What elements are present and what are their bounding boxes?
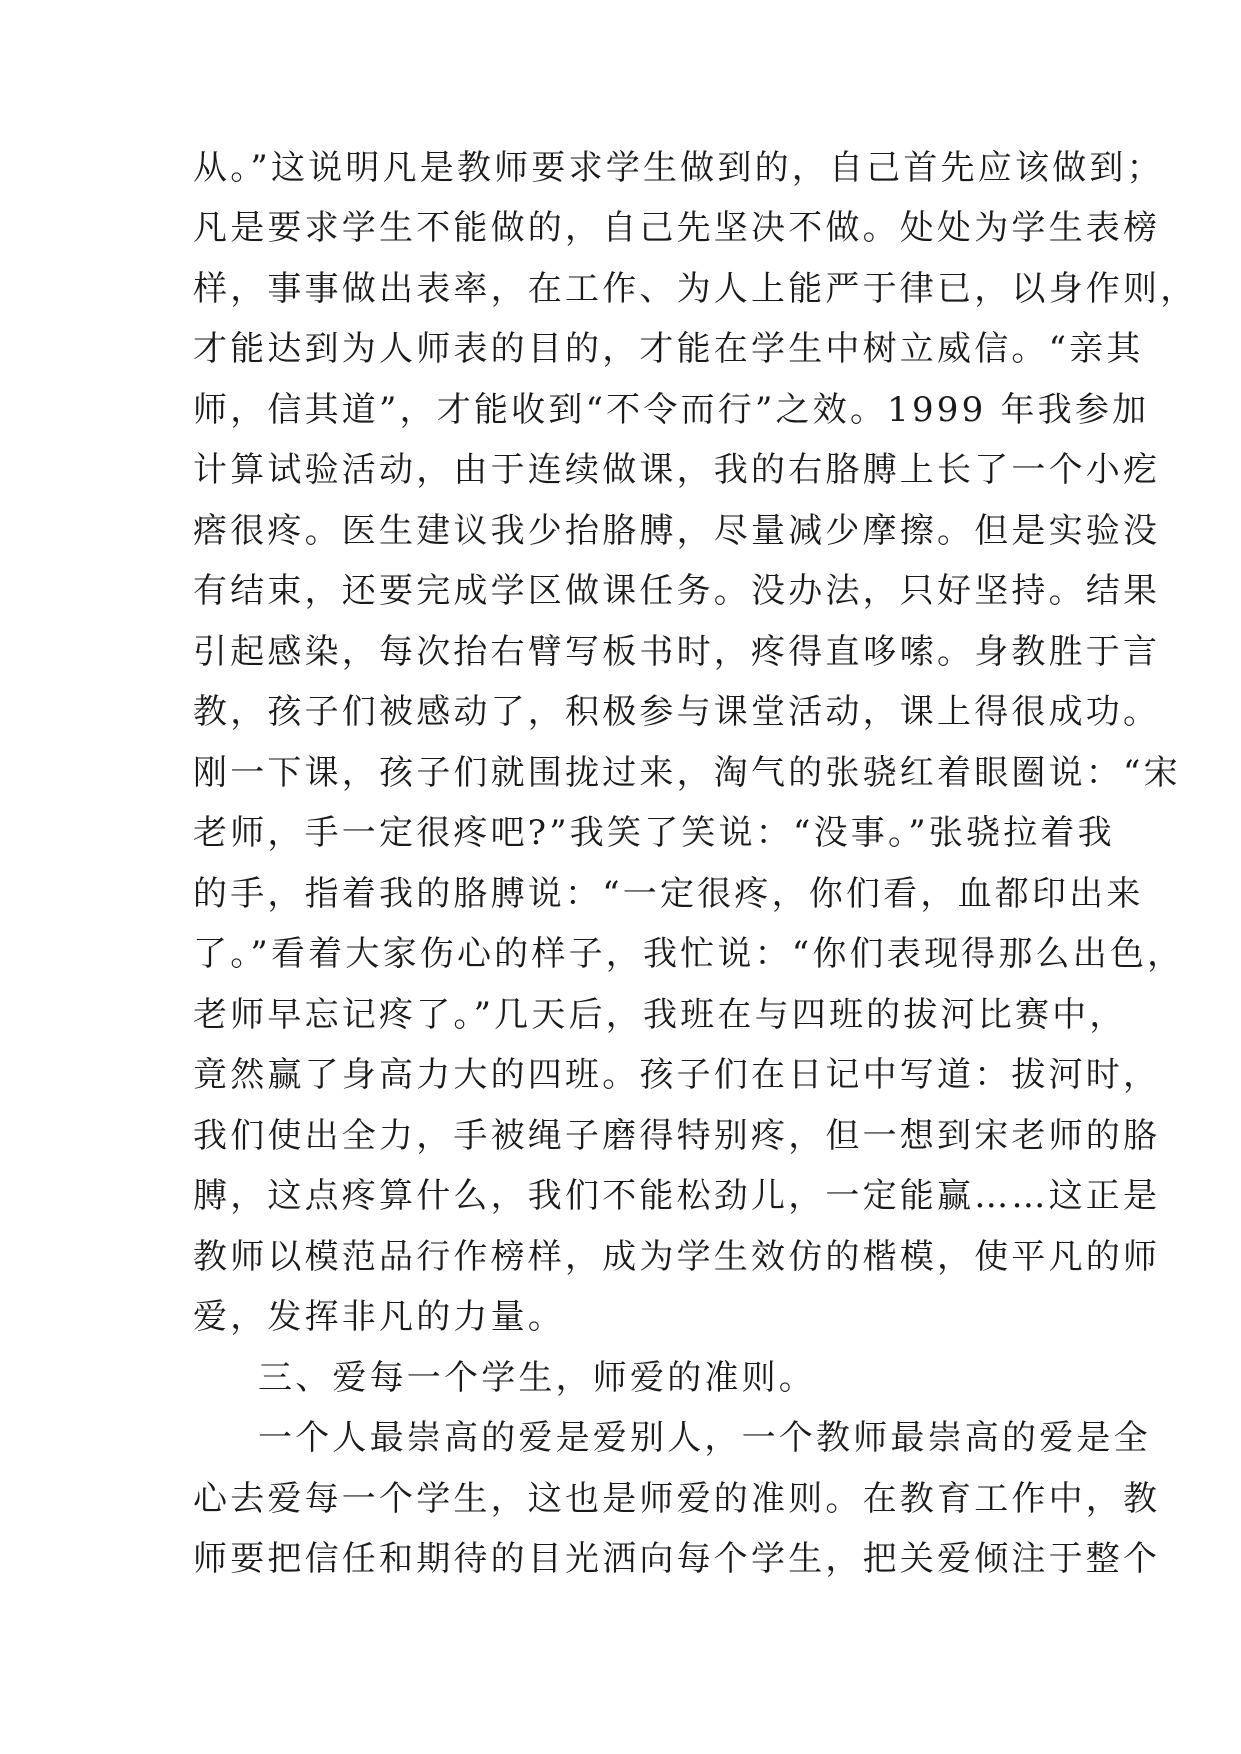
text-line: 了。”看着大家伤心的样子，我忙说：“你们表现得那么出色， — [193, 934, 1185, 974]
text-line: 心去爱每一个学生，这也是师爱的准则。在教育工作中，教 — [193, 1479, 1161, 1519]
text-line: 教师以模范品行作榜样，成为学生效仿的楷模，使平凡的师 — [193, 1237, 1161, 1277]
text-line: 我们使出全力，手被绳子磨得特别疼，但一想到宋老师的胳 — [193, 1116, 1161, 1156]
text-line: 一个人最崇高的爱是爱别人，一个教师最崇高的爱是全 — [258, 1418, 1151, 1458]
text-line: 才能达到为人师表的目的，才能在学生中树立威信。“亲其 — [193, 329, 1144, 369]
text-line: 凡是要求学生不能做的，自己先坚决不做。处处为学生表榜 — [193, 208, 1161, 248]
text-line: 竟然赢了身高力大的四班。孩子们在日记中写道：拔河时， — [193, 1055, 1161, 1095]
text-line: 师，信其道”，才能收到“不令而行”之效。1999 年我参加 — [193, 390, 1150, 430]
section-heading: 三、爱每一个学生，师爱的准则。 — [258, 1358, 816, 1398]
text-line: 计算试验活动，由于连续做课，我的右胳膊上长了一个小疙 — [193, 450, 1161, 490]
text-line: 老师早忘记疼了。”几天后，我班在与四班的拔河比赛中， — [193, 995, 1127, 1035]
text-line: 膊，这点疼算什么，我们不能松劲儿，一定能赢……这正是 — [193, 1176, 1161, 1216]
text-line: 瘩很疼。医生建议我少抬胳膊，尽量减少摩擦。但是实验没 — [193, 511, 1161, 551]
text-line: 老师，手一定很疼吧?”我笑了笑说：“没事。”张骁拉着我 — [193, 813, 1115, 853]
text-line: 师要把信任和期待的目光洒向每个学生，把关爱倾注于整个 — [193, 1539, 1161, 1579]
text-line: 刚一下课，孩子们就围拢过来，淘气的张骁红着眼圈说：“宋 — [193, 753, 1181, 793]
text-line: 有结束，还要完成学区做课任务。没办法，只好坚持。结果 — [193, 571, 1161, 611]
text-line: 样，事事做出表率，在工作、为人上能严于律已，以身作则， — [193, 269, 1198, 309]
text-line: 引起感染，每次抬右臂写板书时，疼得直哆嗦。身教胜于言 — [193, 632, 1161, 672]
text-line: 教，孩子们被感动了，积极参与课堂活动，课上得很成功。 — [193, 692, 1161, 732]
text-line: 爱，发挥非凡的力量。 — [193, 1297, 565, 1337]
text-line: 的手，指着我的胳膊说：“一定很疼，你们看，血都印出来 — [193, 874, 1144, 914]
text-line: 从。”这说明凡是教师要求学生做到的，自己首先应该做到； — [193, 148, 1164, 188]
